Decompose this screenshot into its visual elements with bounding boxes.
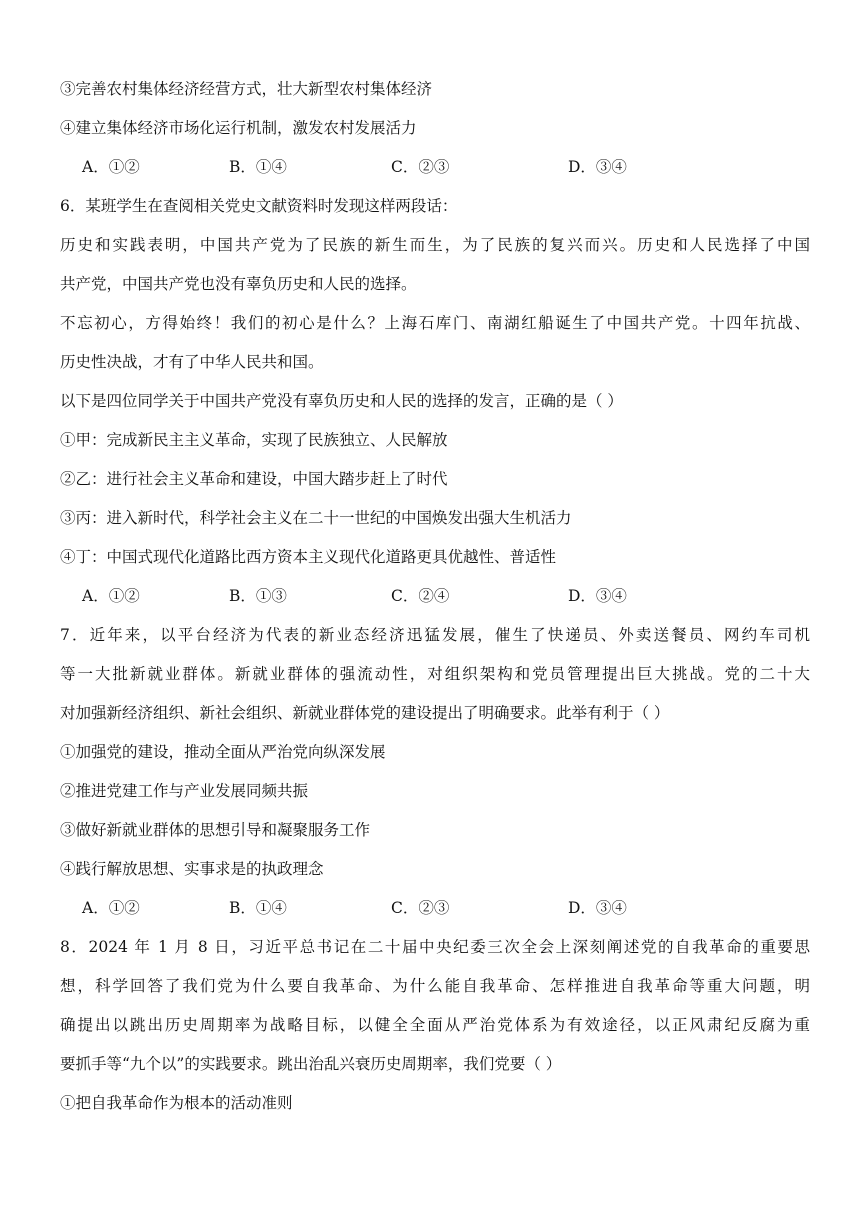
q5-option-b[interactable]: B．①④ bbox=[229, 158, 287, 176]
q7-stem-line: 对加强新经济组织、新社会组织、新就业群体党的建设提出了明确要求。此举有利于（ ） bbox=[60, 704, 670, 722]
q5-item-4: ④建立集体经济市场化运行机制，激发农村发展活力 bbox=[60, 119, 417, 137]
q8-item-1: ①把自我革命作为根本的活动准则 bbox=[60, 1094, 293, 1112]
q7-options bbox=[60, 893, 810, 932]
q8-stem-line: 8．2024 年 1 月 8 日，习近平总书记在二十届中央纪委三次全会上深刻阐述党的自我革命的重要思 bbox=[60, 938, 810, 956]
q5-option-c[interactable]: C．②③ bbox=[391, 158, 450, 176]
q7-stem-line: 7．近年来，以平台经济为代表的新业态经济迅猛发展，催生了快递员、外卖送餐员、网约车司机 bbox=[60, 626, 810, 644]
q7-item-1: ①加强党的建设，推动全面从严治党向纵深发展 bbox=[60, 743, 386, 761]
q6-options bbox=[60, 581, 810, 620]
q6-item-4: ④丁：中国式现代化道路比西方资本主义现代化道路更具优越性、普适性 bbox=[60, 548, 557, 566]
q6-passage-line: 历史性决战，才有了中华人民共和国。 bbox=[60, 353, 324, 371]
q7-stem-line: 等一大批新就业群体。新就业群体的强流动性，对组织架构和党员管理提出巨大挑战。党的二十大 bbox=[60, 665, 810, 683]
q7-item-2: ②推进党建工作与产业发展同频共振 bbox=[60, 782, 309, 800]
q8-stem-line: 想，科学回答了我们党为什么要自我革命、为什么能自我革命、怎样推进自我革命等重大问题，明 bbox=[60, 977, 810, 995]
q7-option-c[interactable]: C．②③ bbox=[391, 899, 450, 917]
q6-passage-line: 不忘初心，方得始终！我们的初心是什么？上海石库门、南湖红船诞生了中国共产党。十四年抗战、 bbox=[60, 314, 810, 332]
q7-option-a[interactable]: A．①② bbox=[82, 899, 140, 917]
q6-item-3: ③丙：进入新时代，科学社会主义在二十一世纪的中国焕发出强大生机活力 bbox=[60, 509, 572, 527]
q6-item-2: ②乙：进行社会主义革命和建设，中国大踏步赶上了时代 bbox=[60, 470, 448, 488]
exam-page bbox=[60, 74, 810, 1127]
q5-option-a[interactable]: A．①② bbox=[82, 158, 140, 176]
q7-option-d[interactable]: D．③④ bbox=[568, 899, 627, 917]
q8-stem-line: 确提出以跳出历史周期率为战略目标，以健全全面从严治党体系为有效途径，以正风肃纪反腐为重 bbox=[60, 1016, 810, 1034]
q7-item-3: ③做好新就业群体的思想引导和凝聚服务工作 bbox=[60, 821, 371, 839]
q6-passage-line: 共产党，中国共产党也没有辜负历史和人民的选择。 bbox=[60, 275, 417, 293]
q5-item-3: ③完善农村集体经济经营方式，壮大新型农村集体经济 bbox=[60, 80, 433, 98]
q6-passage-line: 历史和实践表明，中国共产党为了民族的新生而生，为了民族的复兴而兴。历史和人民选择了中国 bbox=[60, 236, 810, 254]
q8-stem-line: 要抓手等“九个以”的实践要求。跳出治乱兴衰历史周期率，我们党要（ ） bbox=[60, 1055, 562, 1073]
q7-item-4: ④践行解放思想、实事求是的执政理念 bbox=[60, 860, 324, 878]
q6-option-a[interactable]: A．①② bbox=[82, 587, 140, 605]
q5-option-d[interactable]: D．③④ bbox=[568, 158, 627, 176]
q6-question: 以下是四位同学关于中国共产党没有辜负历史和人民的选择的发言，正确的是（ ） bbox=[60, 392, 623, 410]
q6-option-c[interactable]: C．②④ bbox=[391, 587, 450, 605]
q5-options bbox=[60, 152, 810, 191]
q6-title: 6．某班学生在查阅相关党史文献资料时发现这样两段话： bbox=[60, 197, 458, 215]
q7-option-b[interactable]: B．①④ bbox=[229, 899, 287, 917]
q6-option-d[interactable]: D．③④ bbox=[568, 587, 627, 605]
q6-option-b[interactable]: B．①③ bbox=[229, 587, 287, 605]
q6-item-1: ①甲：完成新民主主义革命，实现了民族独立、人民解放 bbox=[60, 431, 448, 449]
